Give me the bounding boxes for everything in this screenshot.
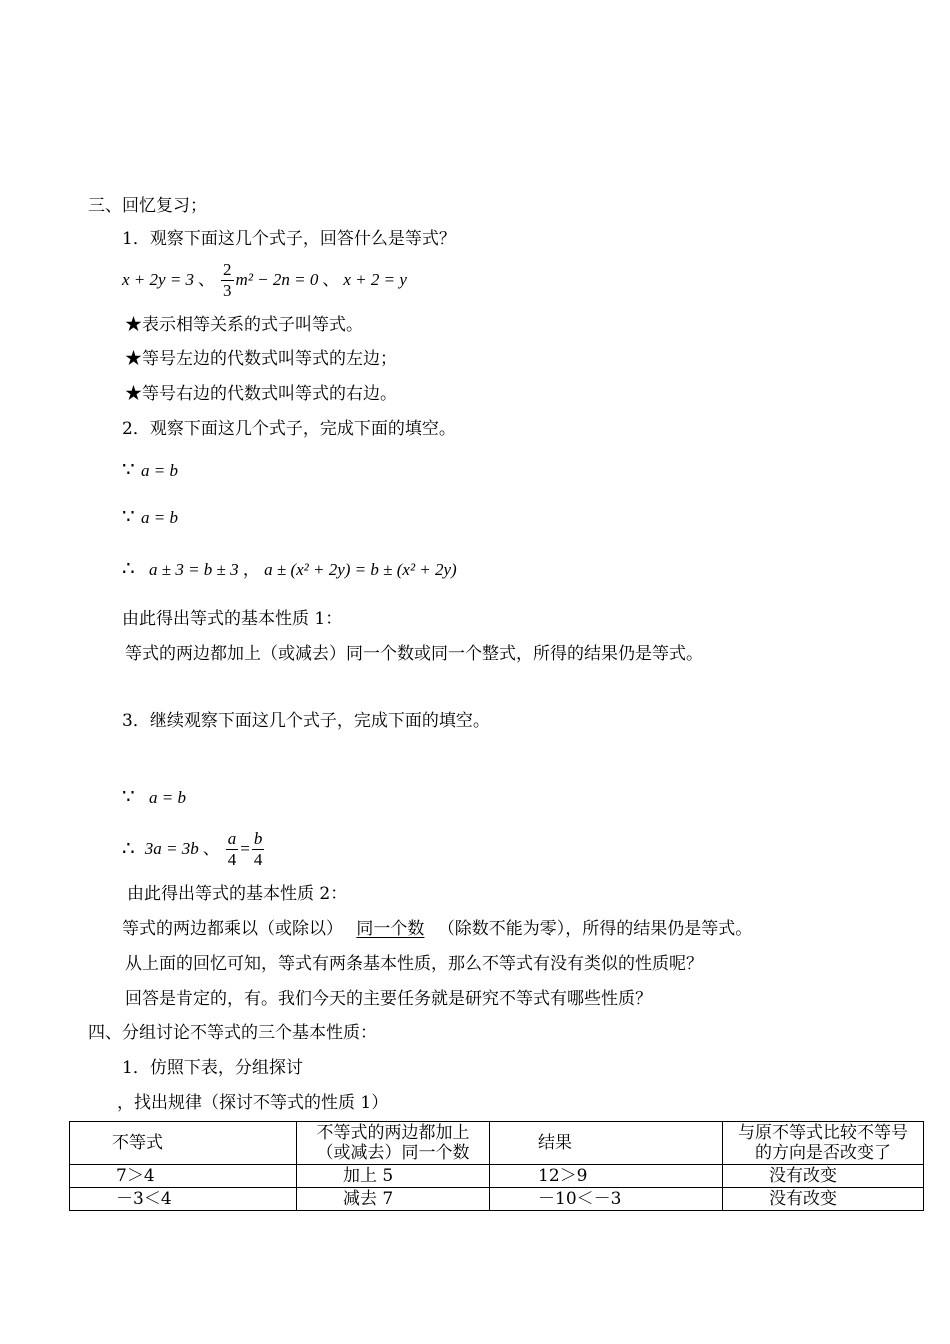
a-equals-b: a = b [140,461,178,480]
equation-examples [122,258,407,302]
multiply-by-3: 3a = 3b [144,839,199,858]
property-2 [122,918,752,940]
inequality-table [69,1121,924,1211]
fraction-a-over-4 [226,829,239,870]
table-cell: 加上 5 [297,1165,490,1188]
question-3: 3．继续观察下面这几个式子，完成下面的填空。 [122,711,490,731]
table-cell: 减去 7 [297,1188,490,1211]
fraction-numerator: 2 [223,259,232,279]
table-cell: 没有改变 [723,1165,924,1188]
because-symbol: ∵ [122,786,135,808]
derive-property-2: 由此得出等式的基本性质 2： [127,884,348,904]
fraction-denominator: 3 [223,280,232,300]
because-symbol: ∵ [122,506,135,528]
because-line-3 [122,786,186,809]
equation-3: x + 2 = y [343,270,407,289]
recall-paragraph: 从上面的回忆可知，等式有两条基本性质，那么不等式有没有类似的性质呢？ [125,954,703,974]
fraction-denominator: 4 [227,849,237,869]
separator: 、 [198,270,216,289]
definition-equation: ★表示相等关系的式子叫等式。 [125,315,363,335]
section-3-title: 三、回忆复习； [88,196,207,216]
separator: 、 [202,839,220,858]
fraction-b-over-4 [252,829,265,870]
separator: 、 [322,270,340,289]
therefore-line-2 [122,826,266,872]
answer-paragraph: 回答是肯定的，有。我们今天的主要任务就是研究不等式有哪些性质？ [125,989,652,1009]
fraction-numerator: b [253,828,263,848]
table-row [70,1165,924,1188]
table-header-cell: 不等式 [70,1122,297,1165]
property-1: 等式的两边都加上（或减去）同一个数或同一个整式，所得的结果仍是等式。 [125,644,703,664]
a-equals-b: a = b [148,788,186,807]
fraction-two-thirds [221,260,234,301]
item-1-continued: ，找出规律（探讨不等式的性质 1） [117,1093,389,1113]
section-4-title: 四、分组讨论不等式的三个基本性质： [88,1023,377,1043]
table-cell: －3＜4 [70,1188,297,1211]
table-header-cell: 结果 [490,1122,723,1165]
property-2-prefix: 等式的两边都乘以（或除以） [122,919,343,939]
plus-minus-3: a ± 3 = b ± 3 [148,560,239,579]
comma: ， [242,560,260,579]
question-1: 1．观察下面这几个式子，回答什么是等式？ [122,229,456,249]
therefore-symbol: ∴ [122,838,135,860]
table-cell: 7＞4 [70,1165,297,1188]
table-header-cell: 与原不等式比较不等号的方向是否改变了 [723,1122,924,1165]
table-header-row [70,1122,924,1165]
because-line-1 [122,459,178,482]
table-cell: 没有改变 [723,1188,924,1211]
because-line-2 [122,506,178,529]
therefore-line-1 [122,558,457,581]
derive-property-1: 由此得出等式的基本性质 1： [122,609,343,629]
therefore-symbol: ∴ [122,558,135,580]
a-equals-b: a = b [140,508,178,527]
definition-left-side: ★等号左边的代数式叫等式的左边； [125,349,397,369]
plus-minus-polynomial: a ± (x² + 2y) = b ± (x² + 2y) [264,560,457,579]
table-cell: －10＜－3 [490,1188,723,1211]
table-row [70,1188,924,1211]
property-2-blank: 同一个数 [356,919,425,939]
fraction-numerator: a [227,828,237,848]
fraction-denominator: 4 [253,849,263,869]
item-1: 1．仿照下表，分组探讨 [122,1058,303,1078]
because-symbol: ∵ [122,459,135,481]
equation-1: x + 2y = 3 [122,270,195,289]
question-2: 2．观察下面这几个式子，完成下面的填空。 [122,419,456,439]
table-cell: 12＞9 [490,1165,723,1188]
property-2-suffix: （除数不能为零），所得的结果仍是等式。 [437,919,753,939]
equation-2-rest: m² − 2n = 0 [235,270,319,289]
equals-sign: = [240,839,250,858]
table-header-cell: 不等式的两边都加上（或减去）同一个数 [297,1122,490,1165]
definition-right-side: ★等号右边的代数式叫等式的右边。 [125,384,397,404]
